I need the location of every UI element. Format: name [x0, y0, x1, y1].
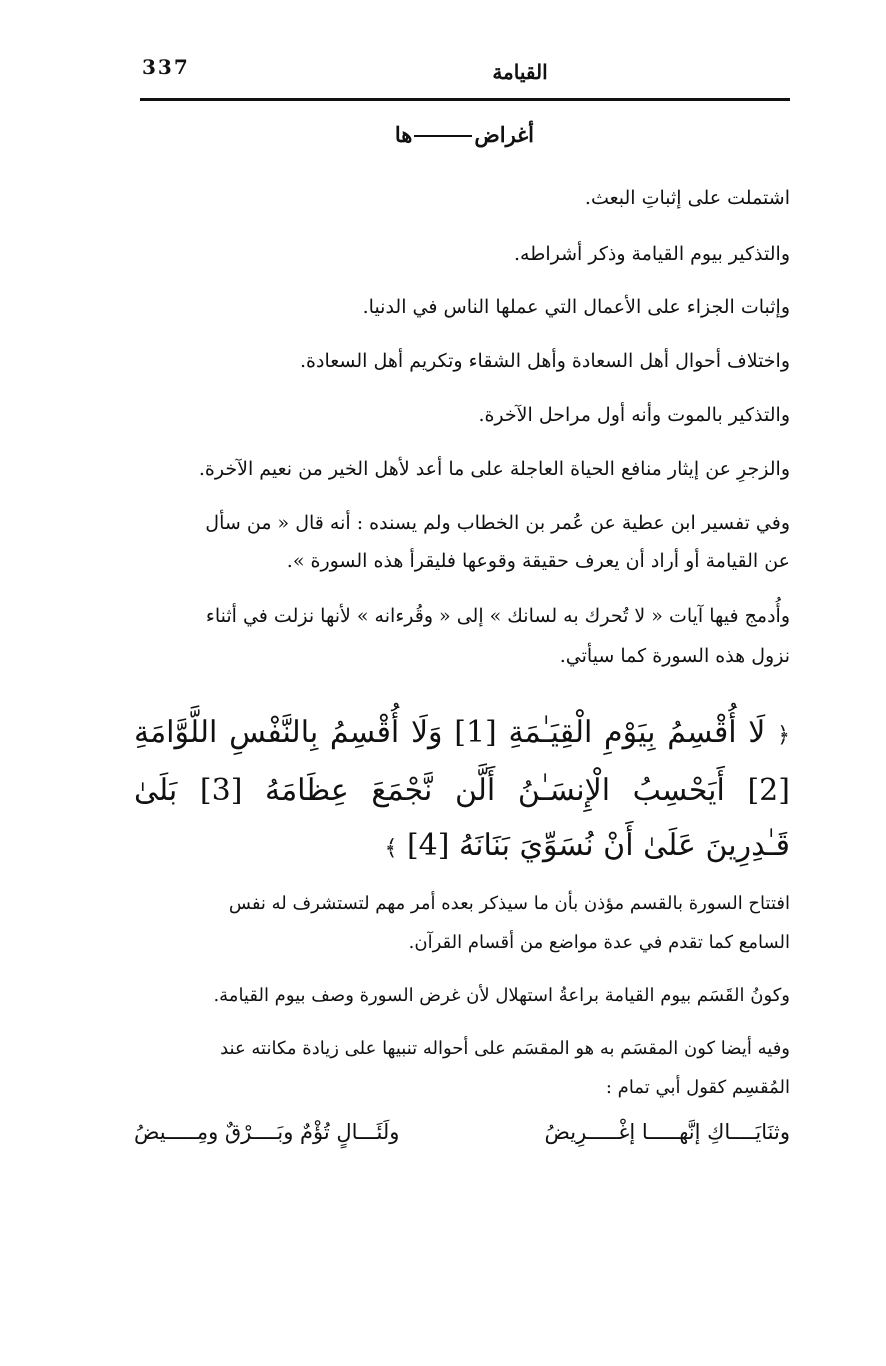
- commentary-p1-line-2: السامع كما تقدم في عدة مواضع من أقسام القرآن.: [408, 932, 790, 953]
- commentary-p1-line-1: افتتاح السورة بالقسم مؤذن بأن ما سيذكر بعده أمر مهم لتستشرف له نفس: [228, 893, 790, 914]
- verse-text: وَلَا أُقْسِمُ بِالنَّفْسِ اللَّوَّامَةِ: [134, 715, 443, 750]
- aim-line: والزجرِ عن إيثار منافع الحياة العاجلة على ما أعد لأهل الخير من نعيم الآخرة.: [198, 458, 790, 480]
- aim-line: واختلاف أحوال أهل السعادة وأهل الشقاء وتكريم أهل السعادة.: [300, 350, 790, 372]
- section-title-end: ها: [394, 122, 413, 147]
- commentary-p3-line-1: وفيه أيضا كون المقسَم به هو المقسَم على أحواله تنبيها على زيادة مكانته عند: [220, 1038, 790, 1059]
- verse-open-bracket: ﴿: [777, 723, 790, 748]
- verse-text: أَيَحْسِبُ الْإِنسَـٰنُ أَلَّن نَّجْمَعَ عِظَامَهُ: [264, 773, 725, 808]
- verse-text: بَلَىٰ قَـٰدِرِينَ عَلَىٰ أَنْ نُسَوِّيَ بَنَانَهُ: [134, 773, 790, 863]
- verse-number: [4]: [406, 828, 450, 863]
- poem-couplet: [134, 1120, 790, 1144]
- page-number: 337: [142, 55, 190, 79]
- verse-number: [2]: [747, 773, 790, 808]
- section-title: [395, 122, 534, 147]
- verse-text: لَا أُقْسِمُ بِيَوْمِ الْقِيَـٰمَةِ: [508, 715, 766, 750]
- commentary-p2: وكونُ القَسَم بيوم القيامة براعةُ استهلال لأن غرض السورة وصف بيوم القيامة.: [213, 985, 790, 1006]
- aim-line: والتذكير بيوم القيامة وذكر أشراطه.: [513, 243, 790, 265]
- aim-line: اشتملت على إثباتِ البعث.: [584, 187, 790, 209]
- aim-line: وإثبات الجزاء على الأعمال التي عملها الناس في الدنيا.: [362, 296, 790, 318]
- verse-close-bracket: ﴾: [384, 836, 398, 861]
- section-title-tatweel: [414, 135, 472, 137]
- verse-number: [1]: [454, 715, 497, 750]
- aim-line: والتذكير بالموت وأنه أول مراحل الآخرة.: [478, 404, 790, 426]
- poem-hemistich-left: ولَئَـــالٍ تُؤْمٌ وبَــــرْقٌ ومِـــــيضُ: [134, 1120, 400, 1144]
- tafsir-note-line-2: عن القيامة أو أراد أن يعرف حقيقة وقوعها فليقرأ هذه السورة ».: [286, 550, 790, 572]
- insertion-note-line-1: وأُدمج فيها آيات « لا تُحرك به لسانك » إلى « وقُرءانه » لأنها نزلت في أثناء: [205, 605, 790, 627]
- section-title-start: أغراض: [474, 122, 534, 147]
- poem-hemistich-right: وثنَايَــــاكِ إنَّهـــــا إغْـــــرِيضُ: [544, 1120, 790, 1144]
- quran-verses: [134, 705, 790, 876]
- insertion-note-line-2: نزول هذه السورة كما سيأتي.: [559, 645, 790, 667]
- verse-number: [3]: [199, 773, 243, 808]
- tafsir-note-line-1: وفي تفسير ابن عطية عن عُمر بن الخطاب ولم يسنده : أنه قال « من سأل: [205, 512, 790, 534]
- header-rule: [140, 98, 790, 101]
- running-head: القيامة: [492, 60, 548, 84]
- commentary-p3-line-2: المُقسِم كقول أبي تمام :: [605, 1077, 790, 1098]
